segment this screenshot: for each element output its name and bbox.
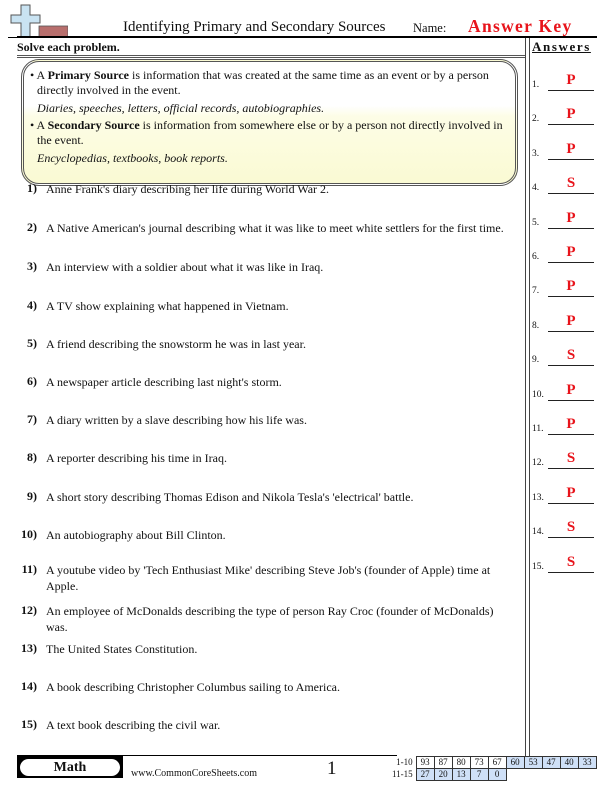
question-text: A diary written by a slave describing how his life was. [46, 413, 307, 427]
instructions: Solve each problem. [17, 40, 120, 54]
answer-blank-line [548, 262, 594, 263]
question-number: 7) [27, 412, 37, 426]
answer-blank-line [548, 159, 594, 160]
secondary-prefix: A [36, 118, 48, 132]
question-text: An interview with a soldier about what it was like in Iraq. [46, 260, 324, 274]
bullet: • [30, 118, 35, 132]
score-cell: 47 [542, 757, 560, 769]
primary-examples: Diaries, speeches, letters, official records, autobiographies. [37, 101, 325, 115]
answer-blank-line [548, 468, 594, 469]
answer-blank-line [548, 503, 594, 504]
plus-eraser-logo-icon [8, 4, 68, 38]
answer-blank-line [548, 90, 594, 91]
question-number: 6) [27, 374, 37, 388]
score-cell: 20 [434, 769, 452, 781]
answer-value: P [566, 140, 576, 157]
score-cell: 80 [452, 757, 470, 769]
question-number: 5) [27, 336, 37, 350]
primary-definition-text: is information that was created at the same time as an event or by a person [128, 68, 489, 82]
score-cell: 13 [452, 769, 470, 781]
score-cell: 93 [416, 757, 434, 769]
answer-value: P [566, 381, 576, 398]
answer-number: 15. [532, 561, 544, 572]
answer-number: 11. [532, 424, 544, 434]
secondary-definition-line2: the event. [37, 133, 84, 147]
answer-blank-line [548, 124, 594, 125]
score-row-label: 1-10 [396, 757, 413, 767]
score-cell: 7 [470, 769, 488, 781]
question-text: A newspaper article describing last night's storm. [46, 375, 282, 389]
answer-value: P [566, 312, 576, 329]
score-cell: 87 [434, 757, 452, 769]
question-text: A book describing Christopher Columbus sailing to America. [46, 680, 340, 694]
secondary-term: Secondary Source [47, 118, 140, 132]
score-row [390, 769, 596, 781]
score-cell: 73 [470, 757, 488, 769]
question-text: An autobiography about Bill Clinton. [46, 528, 226, 542]
question-number: 2) [27, 220, 37, 234]
question-number: 13) [21, 641, 37, 655]
question-number: 3) [27, 259, 37, 273]
answer-value: P [566, 72, 576, 88]
answer-number: 3. [532, 148, 540, 159]
answer-blank-line [548, 572, 594, 573]
score-cell: 40 [560, 757, 578, 769]
subject-badge: Math [20, 759, 120, 776]
primary-prefix: A [36, 68, 48, 82]
question-text: A youtube video by 'Tech Enthusiast Mike' describing Steve Job's (founder of Apple) time at Apple. [46, 563, 491, 593]
score-cell: 33 [578, 757, 596, 769]
question-text: An employee of McDonalds describing the type of person Ray Croc (founder of McDonalds) was. [46, 604, 494, 634]
answers-column-divider [525, 38, 530, 758]
answer-number: 12. [532, 458, 544, 469]
primary-term: Primary Source [47, 68, 129, 82]
answer-blank-line [548, 296, 594, 297]
page-number: 1 [327, 758, 337, 779]
answer-number: 7. [532, 286, 540, 297]
question-number: 8) [27, 450, 37, 464]
bullet: • [30, 68, 35, 82]
answer-number: 1. [532, 80, 540, 90]
answer-number: 10. [532, 389, 544, 400]
answer-blank-line [548, 400, 594, 401]
score-cell: 53 [524, 757, 542, 769]
answer-blank-line [548, 193, 594, 194]
answer-blank-line [548, 434, 594, 435]
question-text: A friend describing the snowstorm he was in last year. [46, 337, 306, 351]
question-number: 12) [21, 603, 37, 617]
header-divider [17, 36, 597, 38]
score-cell: 67 [488, 757, 506, 769]
answers-heading: Answers [532, 39, 591, 54]
question-text: A short story describing Thomas Edison and Nikola Tesla's 'electrical' battle. [46, 490, 414, 504]
question-number: 14) [21, 679, 37, 693]
question-text: A text book describing the civil war. [46, 718, 221, 732]
primary-definition-line2: directly involved in the event. [37, 83, 181, 97]
primary-definition [30, 68, 489, 83]
definitions-box [21, 59, 518, 186]
website-link[interactable]: www.CommonCoreSheets.com [131, 768, 258, 779]
secondary-examples: Encyclopedias, textbooks, book reports. [37, 151, 228, 165]
answer-number: 14. [532, 527, 544, 538]
score-row [390, 757, 596, 769]
score-row-label: 11-15 [392, 769, 413, 779]
answer-value: P [566, 278, 576, 295]
score-table [390, 756, 597, 781]
answer-blank-line [548, 537, 594, 538]
instructions-divider [17, 55, 525, 58]
answer-number: 8. [532, 320, 540, 331]
worksheet-title: Identifying Primary and Secondary Sources [123, 19, 386, 35]
answer-value: S [566, 347, 576, 364]
score-cell: 60 [506, 757, 524, 769]
question-number: 15) [21, 717, 37, 731]
question-text: Anne Frank's diary describing her life during World War 2. [46, 182, 330, 196]
score-cell: 0 [488, 769, 506, 781]
answer-blank-line [548, 365, 594, 366]
secondary-definition-text: is information from somewhere else or by a person not directly involved in [139, 118, 503, 132]
answer-number: 5. [532, 217, 540, 228]
question-number: 4) [27, 298, 37, 312]
question-number: 9) [27, 489, 37, 503]
name-label: Name: [413, 21, 447, 35]
answer-number: 9. [532, 355, 540, 366]
name-value: Answer Key [468, 16, 573, 36]
answer-value: P [566, 209, 576, 226]
answer-number: 2. [532, 114, 540, 125]
answer-value: P [566, 416, 576, 432]
question-text: The United States Constitution. [46, 642, 198, 656]
answer-value: P [566, 484, 576, 501]
answer-number: 4. [532, 183, 540, 194]
answer-number: 6. [532, 252, 540, 262]
answer-value: S [566, 450, 576, 467]
answer-value: P [566, 106, 576, 123]
secondary-definition [30, 118, 503, 133]
answer-value: S [566, 553, 576, 570]
question-text: A reporter describing his time in Iraq. [46, 451, 227, 465]
question-number: 1) [27, 181, 37, 195]
answer-number: 13. [532, 492, 544, 503]
answer-value: P [566, 244, 576, 260]
question-text: A Native American's journal describing what it was like to meet white settlers for the first time. [46, 221, 504, 235]
answer-blank-line [548, 331, 594, 332]
answer-value: S [566, 519, 576, 536]
answer-value: S [566, 175, 576, 192]
question-number: 10) [21, 527, 37, 541]
answer-blank-line [548, 228, 594, 229]
score-cell: 27 [416, 769, 434, 781]
question-text: A TV show explaining what happened in Vietnam. [46, 299, 289, 313]
question-number: 11) [21, 562, 37, 576]
